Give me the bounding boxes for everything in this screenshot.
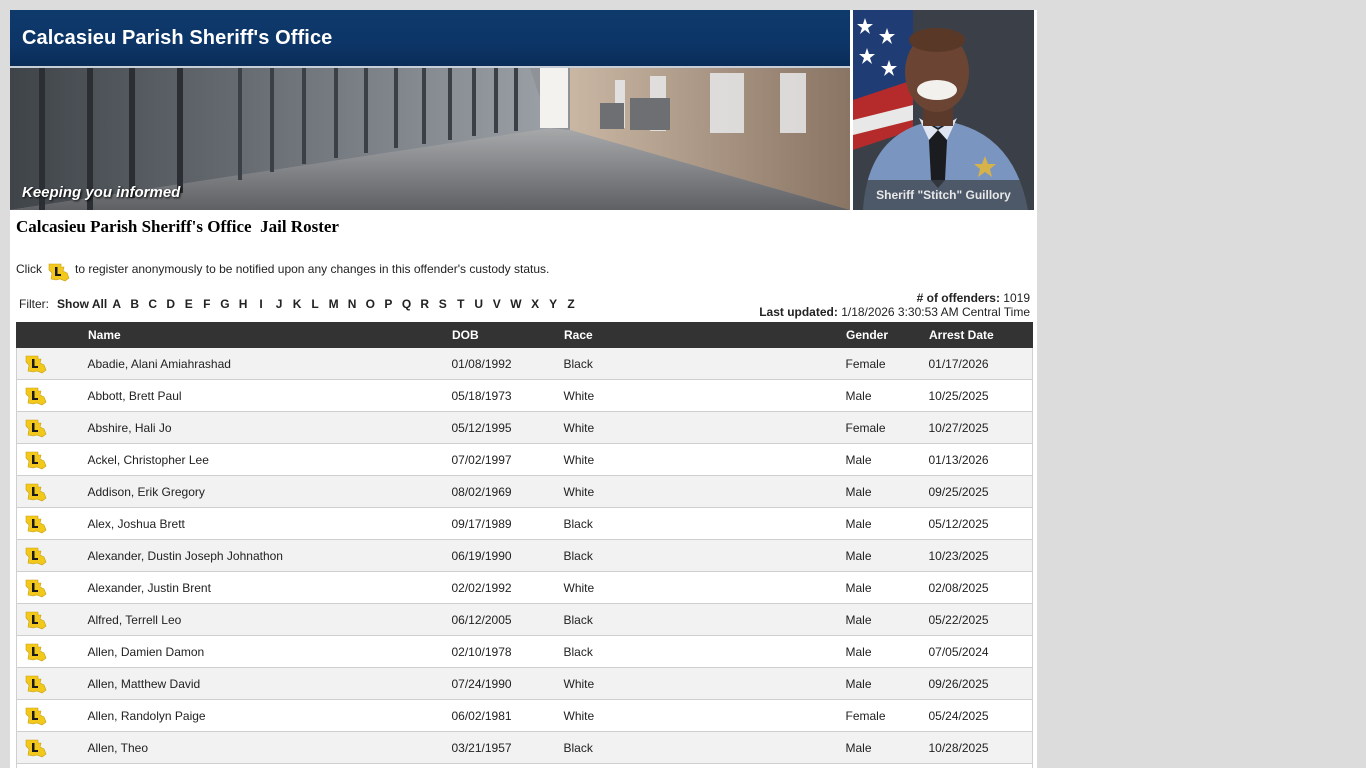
register-notify-cell[interactable] bbox=[17, 668, 88, 700]
sheriff-caption: Sheriff "Stitch" Guillory bbox=[876, 188, 1011, 202]
offender-gender: Male bbox=[846, 380, 929, 412]
register-notify-cell[interactable] bbox=[17, 444, 88, 476]
filter-letter-o[interactable]: O bbox=[365, 297, 375, 311]
last-updated-value: 1/18/2026 3:30:53 AM Central Time bbox=[841, 305, 1030, 319]
filter-letter-l[interactable]: L bbox=[311, 297, 319, 311]
instruction-text bbox=[16, 259, 549, 279]
offender-arrest-date bbox=[929, 764, 1033, 768]
filter-letter-m[interactable]: M bbox=[328, 297, 339, 311]
offender-arrest-date: 10/27/2025 bbox=[929, 412, 1033, 444]
offender-arrest-date: 10/23/2025 bbox=[929, 540, 1033, 572]
filter-letter-q[interactable]: Q bbox=[401, 297, 412, 311]
offender-name: Allen, Theo bbox=[88, 732, 452, 764]
register-notify-cell[interactable] bbox=[17, 380, 88, 412]
offender-gender: Female bbox=[846, 348, 929, 380]
filter-letter-u[interactable]: U bbox=[474, 297, 484, 311]
last-updated-label: Last updated: bbox=[759, 305, 838, 319]
register-notify-cell[interactable] bbox=[17, 572, 88, 604]
table-header-row bbox=[17, 323, 1033, 348]
offender-arrest-date: 05/22/2025 bbox=[929, 604, 1033, 636]
table-row bbox=[17, 572, 1033, 604]
register-notify-cell[interactable] bbox=[17, 700, 88, 732]
alphabet-filter bbox=[19, 297, 585, 311]
offender-race: White bbox=[564, 572, 846, 604]
louisiana-lavns-icon[interactable] bbox=[25, 546, 47, 566]
louisiana-lavns-icon[interactable] bbox=[25, 514, 47, 534]
offender-race: White bbox=[564, 412, 846, 444]
register-notify-cell bbox=[17, 764, 88, 768]
offender-name: Abshire, Hali Jo bbox=[88, 412, 452, 444]
table-row bbox=[17, 380, 1033, 412]
offender-arrest-date: 01/17/2026 bbox=[929, 348, 1033, 380]
offender-race: White bbox=[564, 444, 846, 476]
table-row bbox=[17, 348, 1033, 380]
page bbox=[10, 10, 1037, 768]
sheriff-panel bbox=[853, 10, 1034, 210]
louisiana-lavns-icon[interactable] bbox=[25, 354, 47, 374]
offender-name: Alfred, Terrell Leo bbox=[88, 604, 452, 636]
offender-gender: Male bbox=[846, 668, 929, 700]
louisiana-lavns-icon[interactable] bbox=[25, 738, 47, 758]
offenders-label: # of offenders: bbox=[916, 291, 1000, 305]
filter-letter-t[interactable]: T bbox=[457, 297, 465, 311]
offender-dob: 06/19/1990 bbox=[452, 540, 564, 572]
offender-dob: 01/08/1992 bbox=[452, 348, 564, 380]
filter-letter-g[interactable]: G bbox=[220, 297, 230, 311]
louisiana-lavns-icon[interactable] bbox=[25, 450, 47, 470]
offender-race: Black bbox=[564, 540, 846, 572]
table-row bbox=[17, 444, 1033, 476]
offender-arrest-date: 02/08/2025 bbox=[929, 572, 1033, 604]
table-row bbox=[17, 764, 1033, 768]
filter-letter-list bbox=[112, 297, 584, 311]
table-row bbox=[17, 412, 1033, 444]
louisiana-lavns-icon[interactable] bbox=[25, 706, 47, 726]
column-header-arrest-date[interactable]: Arrest Date bbox=[929, 323, 1033, 348]
offender-name: Abadie, Alani Amiahrashad bbox=[88, 348, 452, 380]
offender-dob: 05/18/1973 bbox=[452, 380, 564, 412]
banner bbox=[10, 10, 850, 210]
offender-race: Black bbox=[564, 636, 846, 668]
register-notify-cell[interactable] bbox=[17, 636, 88, 668]
register-notify-cell[interactable] bbox=[17, 540, 88, 572]
filter-letter-n[interactable]: N bbox=[347, 297, 357, 311]
register-notify-cell[interactable] bbox=[17, 604, 88, 636]
offender-arrest-date: 01/13/2026 bbox=[929, 444, 1033, 476]
column-header-race[interactable]: Race bbox=[564, 323, 846, 348]
filter-label: Filter: bbox=[19, 297, 49, 311]
offender-name bbox=[88, 764, 452, 768]
louisiana-lavns-icon[interactable] bbox=[25, 610, 47, 630]
filter-letter-h[interactable]: H bbox=[238, 297, 248, 311]
register-notify-cell[interactable] bbox=[17, 412, 88, 444]
filter-letter-j[interactable]: J bbox=[275, 297, 283, 311]
filter-letter-a[interactable]: A bbox=[112, 297, 122, 311]
offender-gender: Male bbox=[846, 444, 929, 476]
offender-dob: 03/21/1957 bbox=[452, 732, 564, 764]
column-header-name[interactable]: Name bbox=[88, 323, 452, 348]
site-title: Calcasieu Parish Sheriff's Office bbox=[22, 27, 333, 49]
offender-dob bbox=[452, 764, 564, 768]
filter-letter-y[interactable]: Y bbox=[549, 297, 558, 311]
offender-gender: Female bbox=[846, 700, 929, 732]
table-row bbox=[17, 636, 1033, 668]
offender-gender: Male bbox=[846, 604, 929, 636]
table-row bbox=[17, 540, 1033, 572]
offender-dob: 08/02/1969 bbox=[452, 476, 564, 508]
offender-dob: 02/10/1978 bbox=[452, 636, 564, 668]
offender-arrest-date: 10/28/2025 bbox=[929, 732, 1033, 764]
louisiana-lavns-icon[interactable] bbox=[25, 482, 47, 502]
filter-letter-s[interactable]: S bbox=[438, 297, 447, 311]
louisiana-lavns-icon[interactable] bbox=[25, 578, 47, 598]
page-title: Calcasieu Parish Sheriff's Office Jail Roster bbox=[16, 217, 339, 236]
offender-dob: 06/12/2005 bbox=[452, 604, 564, 636]
table-row bbox=[17, 508, 1033, 540]
offender-gender bbox=[846, 764, 929, 768]
offenders-count: 1019 bbox=[1003, 291, 1030, 305]
filter-letter-r[interactable]: R bbox=[420, 297, 430, 311]
offender-name: Allen, Matthew David bbox=[88, 668, 452, 700]
offender-race bbox=[564, 764, 846, 768]
register-notify-cell[interactable] bbox=[17, 508, 88, 540]
offender-dob: 06/02/1981 bbox=[452, 700, 564, 732]
tagline: Keeping you informed bbox=[22, 184, 181, 201]
filter-letter-e[interactable]: E bbox=[184, 297, 193, 311]
offender-race: Black bbox=[564, 508, 846, 540]
roster-stats bbox=[759, 291, 1030, 319]
column-header-dob[interactable]: DOB bbox=[452, 323, 564, 348]
offender-dob: 09/17/1989 bbox=[452, 508, 564, 540]
filter-letter-b[interactable]: B bbox=[130, 297, 140, 311]
table-row bbox=[17, 732, 1033, 764]
filter-letter-c[interactable]: C bbox=[148, 297, 158, 311]
instruction-suffix: to register anonymously to be notified upon any changes in this offender's custody status. bbox=[75, 262, 550, 276]
offender-arrest-date: 09/25/2025 bbox=[929, 476, 1033, 508]
offender-arrest-date: 05/24/2025 bbox=[929, 700, 1033, 732]
table-row bbox=[17, 604, 1033, 636]
offender-arrest-date: 05/12/2025 bbox=[929, 508, 1033, 540]
offender-name: Addison, Erik Gregory bbox=[88, 476, 452, 508]
filter-letter-p[interactable]: P bbox=[384, 297, 393, 311]
offender-name: Alexander, Justin Brent bbox=[88, 572, 452, 604]
offender-arrest-date: 07/05/2024 bbox=[929, 636, 1033, 668]
offender-race: Black bbox=[564, 604, 846, 636]
offender-gender: Female bbox=[846, 412, 929, 444]
offender-gender: Male bbox=[846, 572, 929, 604]
filter-letter-x[interactable]: X bbox=[531, 297, 540, 311]
column-header-gender[interactable]: Gender bbox=[846, 323, 929, 348]
table-row bbox=[17, 476, 1033, 508]
filter-letter-w[interactable]: W bbox=[510, 297, 522, 311]
filter-show-all-link[interactable]: Show All bbox=[57, 297, 108, 311]
offender-race: White bbox=[564, 380, 846, 412]
louisiana-lavns-icon[interactable] bbox=[25, 674, 47, 694]
offender-arrest-date: 10/25/2025 bbox=[929, 380, 1033, 412]
filter-letter-v[interactable]: V bbox=[492, 297, 501, 311]
register-notify-cell[interactable] bbox=[17, 476, 88, 508]
offender-name: Alexander, Dustin Joseph Johnathon bbox=[88, 540, 452, 572]
offender-gender: Male bbox=[846, 732, 929, 764]
offender-name: Allen, Randolyn Paige bbox=[88, 700, 452, 732]
louisiana-lavns-icon[interactable] bbox=[25, 386, 47, 406]
filter-letter-f[interactable]: F bbox=[203, 297, 211, 311]
last-updated-line bbox=[759, 305, 1030, 319]
offender-race: White bbox=[564, 476, 846, 508]
offender-dob: 02/02/1992 bbox=[452, 572, 564, 604]
title-bar bbox=[10, 10, 850, 68]
louisiana-lavns-icon[interactable] bbox=[25, 642, 47, 662]
offender-gender: Male bbox=[846, 476, 929, 508]
table-row bbox=[17, 700, 1033, 732]
register-notify-cell[interactable] bbox=[17, 348, 88, 380]
filter-letter-k[interactable]: K bbox=[292, 297, 302, 311]
column-header-icon bbox=[17, 323, 88, 348]
louisiana-lavns-icon bbox=[48, 262, 70, 282]
instruction-prefix: Click bbox=[16, 262, 42, 276]
offenders-count-line bbox=[759, 291, 1030, 305]
jail-roster-table bbox=[16, 322, 1033, 768]
offender-gender: Male bbox=[846, 540, 929, 572]
offender-gender: Male bbox=[846, 508, 929, 540]
offender-race: White bbox=[564, 668, 846, 700]
offender-gender: Male bbox=[846, 636, 929, 668]
offender-dob: 07/24/1990 bbox=[452, 668, 564, 700]
offender-name: Abbott, Brett Paul bbox=[88, 380, 452, 412]
offender-name: Ackel, Christopher Lee bbox=[88, 444, 452, 476]
offender-race: Black bbox=[564, 348, 846, 380]
table-row bbox=[17, 668, 1033, 700]
louisiana-lavns-icon[interactable] bbox=[25, 418, 47, 438]
offender-dob: 05/12/1995 bbox=[452, 412, 564, 444]
register-notify-cell[interactable] bbox=[17, 732, 88, 764]
offender-name: Allen, Damien Damon bbox=[88, 636, 452, 668]
offender-arrest-date: 09/26/2025 bbox=[929, 668, 1033, 700]
filter-letter-d[interactable]: D bbox=[166, 297, 176, 311]
offender-dob: 07/02/1997 bbox=[452, 444, 564, 476]
filter-letter-z[interactable]: Z bbox=[567, 297, 575, 311]
offender-name: Alex, Joshua Brett bbox=[88, 508, 452, 540]
filter-letter-i[interactable]: I bbox=[259, 297, 263, 311]
offender-race: White bbox=[564, 700, 846, 732]
offender-race: Black bbox=[564, 732, 846, 764]
table-body bbox=[17, 348, 1033, 768]
